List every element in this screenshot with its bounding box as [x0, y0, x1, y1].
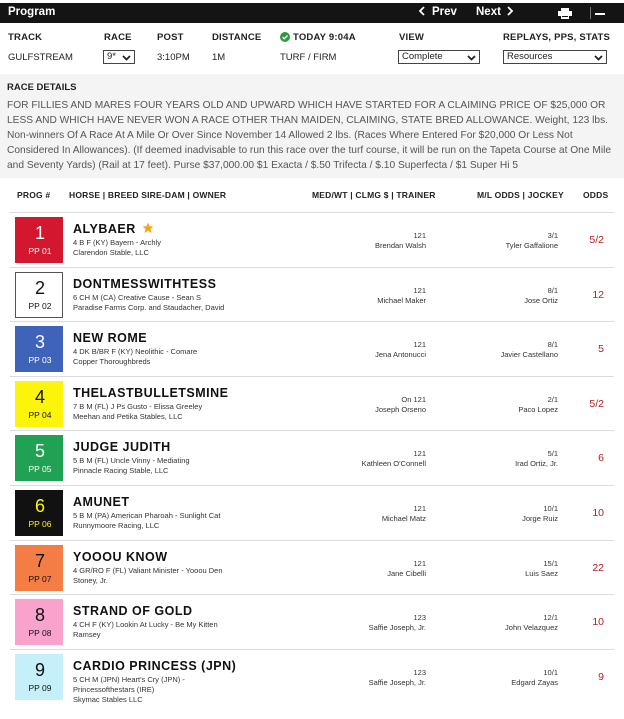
med-weight: 121 — [413, 286, 426, 295]
track-label: TRACK — [8, 32, 43, 43]
col-ml-jockey: M/L ODDS | JOCKEY — [477, 190, 564, 200]
track-value: GULFSTREAM — [8, 52, 73, 63]
jockey: Irad Ortiz, Jr. — [515, 459, 558, 468]
horse-name[interactable]: THELASTBULLETSMINE — [73, 386, 229, 400]
live-odds: 12 — [592, 289, 604, 301]
post-position: PP 08 — [28, 628, 52, 638]
divider — [590, 7, 591, 19]
morning-line-odds: 3/1 — [547, 231, 558, 240]
program-number: 8 — [34, 605, 45, 625]
minimize-button[interactable] — [588, 5, 610, 21]
program-number: 9 — [34, 660, 45, 680]
program-number-badge — [15, 381, 63, 427]
race-details-heading: RACE DETAILS — [7, 82, 77, 93]
owner: Copper Thoroughbreds — [73, 357, 151, 366]
live-odds: 10 — [592, 616, 604, 628]
chevron-right-icon — [506, 6, 514, 16]
horse-name[interactable]: CARDIO PRINCESS (JPN) — [73, 659, 237, 673]
live-odds: 10 — [592, 507, 604, 519]
horse-name[interactable]: NEW ROME — [73, 331, 148, 345]
chevron-left-icon — [418, 6, 426, 16]
program-number: 2 — [34, 278, 45, 298]
entry-row[interactable] — [10, 431, 614, 486]
col-med-wt-trainer: MED/WT | CLMG $ | TRAINER — [312, 190, 436, 200]
horse-name[interactable]: STRAND OF GOLD — [73, 604, 193, 618]
post-position: PP 03 — [28, 355, 52, 365]
breed-sire-dam: 5 CH M (JPN) Heart's Cry (JPN) - — [73, 675, 185, 684]
post-position: PP 01 — [28, 246, 52, 256]
entry-row[interactable] — [10, 213, 614, 268]
distance-label: DISTANCE — [212, 32, 262, 43]
trainer: Joseph Orseno — [375, 405, 426, 414]
race-label: RACE — [104, 32, 132, 43]
entry-row[interactable] — [10, 486, 614, 541]
breed-sire-dam: 7 B M (FL) J Ps Gusto - Elissa Greeley — [73, 402, 203, 411]
trainer: Jane Cibelli — [387, 569, 426, 578]
med-weight: 121 — [413, 449, 426, 458]
entry-row[interactable] — [10, 650, 614, 705]
horse-name[interactable]: AMUNET — [73, 495, 130, 509]
prev-race-button[interactable] — [418, 6, 457, 18]
breed-sire-dam: 4 DK B/BR F (KY) Neolithic - Comare — [73, 347, 198, 356]
med-weight: 121 — [413, 340, 426, 349]
jockey: John Velazquez — [505, 623, 558, 632]
program-title: Program — [8, 6, 56, 18]
breed-sire-dam: 5 B M (FL) Uncle Vinny - Mediating — [73, 456, 190, 465]
distance-value: 1M — [212, 52, 226, 63]
owner: Pinnacle Racing Stable, LLC — [73, 466, 169, 475]
entry-row[interactable] — [10, 322, 614, 377]
program-number-badge — [15, 326, 63, 372]
trainer: Saffie Joseph, Jr. — [368, 623, 426, 632]
med-weight: 121 — [413, 504, 426, 513]
owner-line-2: Skymac Stables LLC — [73, 695, 143, 704]
program-number-badge — [15, 217, 63, 263]
program-number-badge — [15, 490, 63, 536]
chevron-down-icon — [122, 53, 131, 62]
owner: Paradise Farms Corp. and Staudacher, David — [73, 303, 225, 312]
race-select[interactable] — [103, 50, 135, 64]
morning-line-odds: 2/1 — [547, 395, 558, 404]
program-header-bar — [0, 3, 624, 23]
col-prog: PROG # — [17, 190, 51, 200]
resources-select[interactable] — [503, 50, 607, 64]
jockey: Jose Ortiz — [524, 296, 558, 305]
entry-row[interactable] — [10, 541, 614, 596]
horse-name[interactable]: ALYBAER — [73, 222, 136, 236]
jockey: Luis Saez — [525, 569, 558, 578]
horse-name[interactable]: JUDGE JUDITH — [73, 440, 171, 454]
live-odds: 22 — [592, 562, 604, 574]
col-horse: HORSE | BREED SIRE-DAM | OWNER — [69, 190, 227, 200]
print-icon[interactable] — [558, 8, 572, 19]
jockey: Edgard Zayas — [511, 678, 558, 687]
post-position: PP 05 — [28, 464, 52, 474]
view-select[interactable] — [398, 50, 480, 64]
med-weight: 123 — [413, 613, 426, 622]
live-odds: 5 — [598, 343, 604, 355]
jockey: Javier Castellano — [500, 350, 558, 359]
program-number-badge — [15, 272, 63, 318]
morning-line-odds: 8/1 — [547, 340, 558, 349]
next-label: Next — [476, 6, 501, 18]
owner: Ramsey — [73, 630, 101, 639]
breed-sire-dam: 4 GR/RO F (FL) Valiant Minister - Yooou Den — [73, 566, 223, 575]
trainer: Jena Antonucci — [375, 350, 426, 359]
jockey: Tyler Gaffalione — [505, 241, 558, 250]
live-odds: 5/2 — [589, 234, 604, 246]
program-number-badge — [15, 545, 63, 591]
horse-name[interactable]: DONTMESSWITHTESS — [73, 277, 217, 291]
next-race-button[interactable] — [476, 6, 514, 18]
program-number-badge — [15, 599, 63, 645]
med-weight: On 121 — [401, 395, 426, 404]
view-label: VIEW — [399, 32, 425, 43]
program-number-badge — [15, 435, 63, 481]
today-label: TODAY 9:04A — [293, 32, 356, 43]
breed-sire-dam: 4 B F (KY) Bayern - Archly — [73, 238, 161, 247]
post-position: PP 04 — [28, 410, 52, 420]
post-position: PP 02 — [28, 301, 52, 311]
program-number-badge — [15, 654, 63, 700]
surface-value: TURF / FIRM — [280, 52, 337, 63]
minimize-icon — [595, 13, 605, 15]
morning-line-odds: 15/1 — [543, 559, 558, 568]
post-position: PP 06 — [28, 519, 52, 529]
chevron-down-icon — [594, 53, 603, 62]
program-number: 7 — [34, 551, 45, 571]
post-value: 3:10PM — [157, 52, 190, 63]
owner: Princessofthestars (IRE) — [73, 685, 155, 694]
breed-sire-dam: 6 CH M (CA) Creative Cause - Sean S — [73, 293, 201, 302]
favorite-star-icon — [142, 222, 154, 234]
check-circle-icon — [280, 32, 290, 42]
prev-label: Prev — [432, 6, 457, 18]
program-number: 1 — [34, 223, 45, 243]
post-position: PP 09 — [28, 683, 52, 693]
replays-label: REPLAYS, PPS, STATS — [503, 32, 611, 43]
program-number: 6 — [34, 496, 45, 516]
trainer: Michael Maker — [377, 296, 426, 305]
morning-line-odds: 10/1 — [543, 668, 558, 677]
race-details-panel — [0, 74, 624, 178]
entry-row[interactable] — [10, 377, 614, 432]
med-weight: 121 — [413, 231, 426, 240]
resources-select-value: Resources — [507, 51, 553, 62]
program-number: 5 — [34, 441, 45, 461]
breed-sire-dam: 5 B M (PA) American Pharoah - Sunlight Cat — [73, 511, 221, 520]
horse-name[interactable]: YOOOU KNOW — [73, 550, 168, 564]
race-select-value: 9* — [107, 51, 116, 62]
post-label: POST — [157, 32, 184, 43]
trainer: Saffie Joseph, Jr. — [368, 678, 426, 687]
post-position: PP 07 — [28, 574, 52, 584]
live-odds: 6 — [598, 452, 604, 464]
program-number: 3 — [34, 332, 45, 352]
morning-line-odds: 10/1 — [543, 504, 558, 513]
morning-line-odds: 12/1 — [543, 613, 558, 622]
med-weight: 123 — [413, 668, 426, 677]
race-details-text: FOR FILLIES AND MARES FOUR YEARS OLD AND UPWARD WHICH HAVE STARTED FOR A CLAIMING PRICE OF $25,000 OR LESS AND WHICH HAVE NEVER WON A RACE OTHER THAN MAIDEN, CLAIMING, STATE BRED ALLOWANCE. Weight, 123 lbs. Non-winners Of A Race At A Mile Or Over Since November 14 Allowed 2 lbs. (Races Where Entered For $20,000 Or Less Not Considered In Allowances). (If deemed inadvisable to run this race over the turf course, it will be run on the Tapeta Course at One Mile and Seventy Yards) (Rail at 17 feet). Purse $37,000.00 $1 Exacta / $.50 Trifecta / $.10 Superfecta / $1 Super Hi 5 — [7, 100, 612, 172]
live-odds: 9 — [598, 671, 604, 683]
owner: Meehan and Petika Stables, LLC — [73, 412, 183, 421]
trainer: Brendan Walsh — [375, 241, 426, 250]
view-select-value: Complete — [402, 51, 443, 62]
live-odds: 5/2 — [589, 398, 604, 410]
entry-row[interactable] — [10, 268, 614, 323]
chevron-down-icon — [467, 53, 476, 62]
trainer: Kathleen O'Connell — [361, 459, 426, 468]
owner: Stoney, Jr. — [73, 576, 108, 585]
morning-line-odds: 8/1 — [547, 286, 558, 295]
med-weight: 121 — [413, 559, 426, 568]
morning-line-odds: 5/1 — [547, 449, 558, 458]
owner: Clarendon Stable, LLC — [73, 248, 149, 257]
jockey: Paco Lopez — [518, 405, 558, 414]
jockey: Jorge Ruiz — [522, 514, 558, 523]
breed-sire-dam: 4 CH F (KY) Lookin At Lucky - Be My Kitten — [73, 620, 218, 629]
col-odds: ODDS — [583, 190, 609, 200]
trainer: Michael Matz — [381, 514, 426, 523]
owner: Runnymoore Racing, LLC — [73, 521, 160, 530]
entry-row[interactable] — [10, 595, 614, 650]
program-number: 4 — [34, 387, 45, 407]
